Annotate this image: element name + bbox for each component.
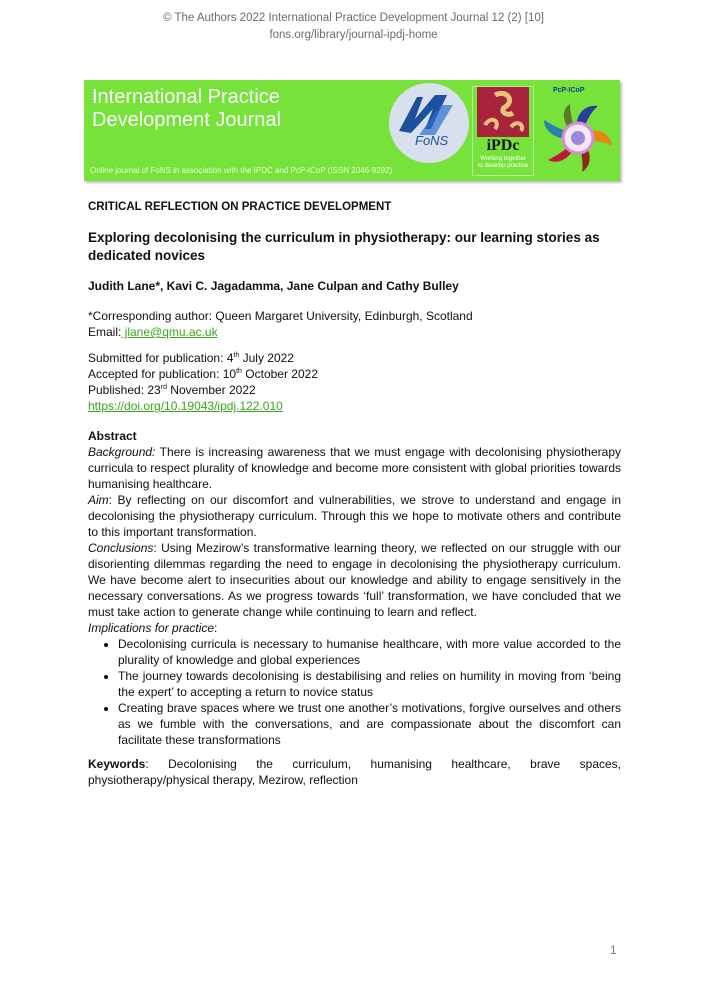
- abstract-heading: Abstract: [88, 429, 137, 443]
- email-link[interactable]: jlane@qmu.ac.uk: [121, 325, 218, 339]
- list-item: • Creating brave spaces where we trust one another’s motivations, forgive ourselves and others as we fumble with the conversations, and are compassionate about the discomfort can facilitate these transformations: [118, 700, 621, 748]
- implications-list: [88, 636, 621, 748]
- pcp-icop-logo-icon: PcP-ICoP: [539, 84, 617, 179]
- publication-dates: [88, 350, 621, 414]
- submitted-date: Submitted for publication: 4th July 2022: [88, 351, 294, 365]
- article-title: Exploring decolonising the curriculum in physiotherapy: our learning stories as dedicated novices: [88, 230, 600, 263]
- journal-banner: [84, 80, 620, 181]
- list-item: • Decolonising curricula is necessary to humanise healthcare, with more value accorded to the plurality of knowledge and global experiences: [118, 636, 621, 668]
- page-number: 1: [610, 943, 617, 957]
- fons-logo-icon: FoNS: [389, 83, 469, 163]
- authors: Judith Lane*, Kavi C. Jagadamma, Jane Culpan and Cathy Bulley: [88, 279, 459, 293]
- keywords: Keywords: Decolonising the curriculum, humanising healthcare, brave spaces, physiotherapy/physical therapy, Mezirow, reflection: [88, 757, 621, 787]
- accepted-date: Accepted for publication: 10th October 2022: [88, 367, 319, 381]
- abstract: [88, 428, 621, 748]
- abstract-implications-label: Implications for practice:: [88, 621, 218, 635]
- corresponding-author: *Corresponding author: Queen Margaret University, Edinburgh, Scotland: [88, 309, 473, 323]
- section-label: CRITICAL REFLECTION ON PRACTICE DEVELOPMENT: [88, 201, 392, 213]
- journal-subtitle: Online journal of FoNS in association with the IPDC and PcP-ICoP (ISSN 2046-9292): [90, 166, 393, 175]
- list-item: • The journey towards decolonising is destabilising and relies on humility in moving from ‘being the expert’ to accepting a return to novice status: [118, 668, 621, 700]
- abstract-aim: Aim: By reflecting on our discomfort and vulnerabilities, we strove to understand and engage in decolonising the physiotherapy curriculum. Through this we hope to motivate others and contribute to this important transformation.: [88, 493, 621, 539]
- email-line: Email: jlane@qmu.ac.uk: [88, 325, 218, 339]
- ipdc-logo-icon: iPDc Working together to develop practice: [472, 86, 534, 176]
- doi-link[interactable]: https://doi.org/10.19043/ipdj.122.010: [88, 399, 283, 413]
- running-head: [0, 10, 707, 44]
- copyright-line: © The Authors 2022 International Practice Development Journal 12 (2) [10]: [163, 12, 544, 24]
- affiliation-block: [88, 308, 621, 340]
- abstract-conclusions: Conclusions: Using Mezirow’s transformative learning theory, we reflected on our struggle with our disorienting dilemmas regarding the need to engage in decolonising the physiotherapy curriculum. We have become alert to insecurities about our knowledge and ability to engage sensitively in the necessary conversations. As we progress towards ‘full’ transformation, we have concluded that we must take action to generate change while continuing to learn and reflect.: [88, 541, 621, 619]
- journal-url: fons.org/library/journal-ipdj-home: [269, 29, 438, 41]
- journal-title: International Practice Development Journal: [92, 86, 281, 131]
- abstract-background: Background: There is increasing awareness that we must engage with decolonising physiotherapy curricula to respect plurality of knowledge and become more consistent with global priorities towards humanising healthcare.: [88, 445, 621, 491]
- published-date: Published: 23rd November 2022: [88, 383, 256, 397]
